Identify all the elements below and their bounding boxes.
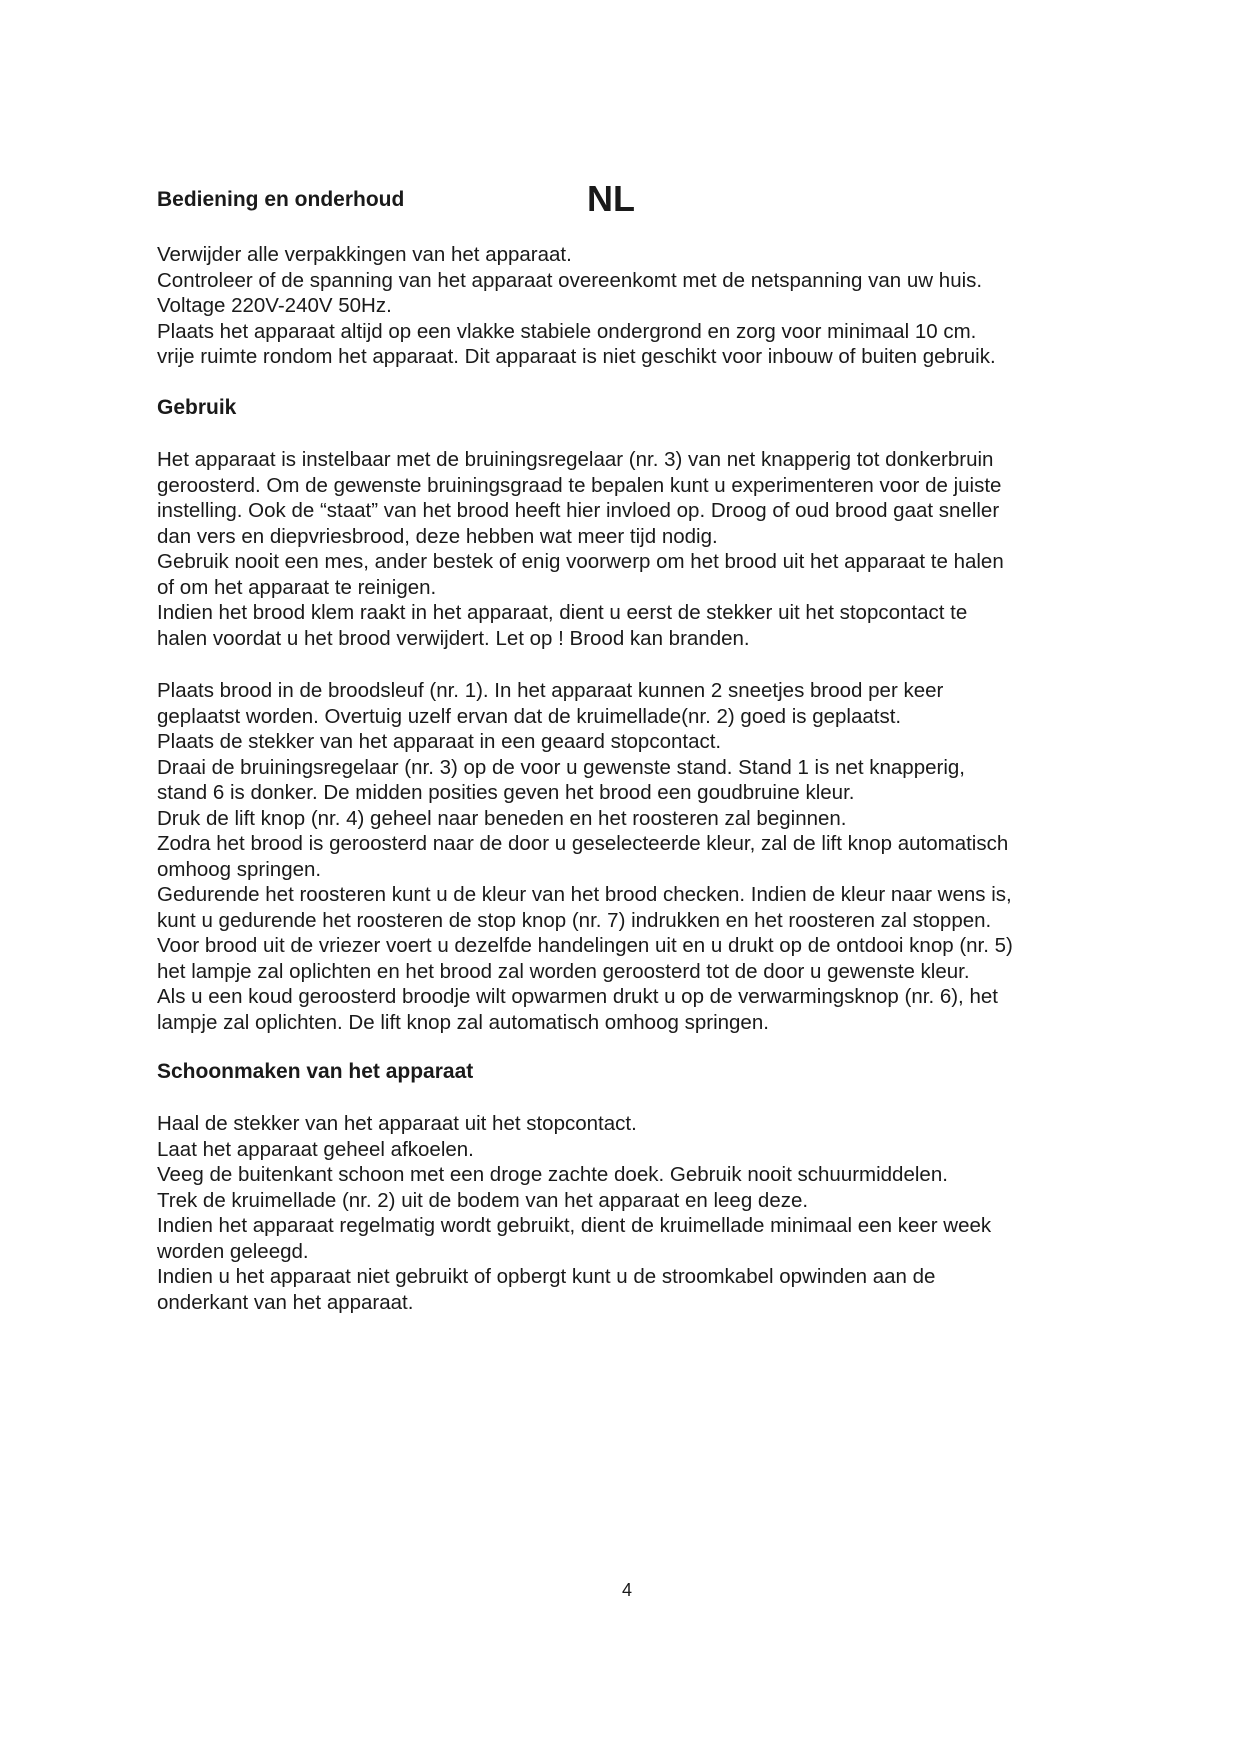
- text-line: Als u een koud geroosterd broodje wilt opwarmen drukt u op de verwarmingsknop (nr. 6), het: [157, 985, 998, 1008]
- intro-line: Voltage 220V-240V 50Hz.: [157, 294, 392, 317]
- text-line: kunt u gedurende het roosteren de stop knop (nr. 7) indrukken en het roosteren zal stoppen.: [157, 908, 992, 932]
- text-line: Gedurende het roosteren kunt u de kleur van het brood checken. Indien de kleur naar wens is,: [157, 883, 1012, 906]
- text-line: Druk de lift knop (nr. 4) geheel naar beneden en het roosteren zal beginnen.: [157, 806, 847, 830]
- text-line: Plaats brood in de broodsleuf (nr. 1). In het apparaat kunnen 2 sneetjes brood per keer: [157, 679, 944, 702]
- gebruik-paragraph-2: [157, 678, 1107, 1035]
- text-line: het lampje zal oplichten en het brood zal worden geroosterd tot de door u gewenste kleur.: [157, 959, 970, 983]
- gebruik-paragraph-1: [157, 447, 1107, 651]
- text-line: Zodra het brood is geroosterd naar de door u geselecteerde kleur, zal de lift knop automatisch: [157, 832, 1009, 855]
- text-line: Draai de bruiningsregelaar (nr. 3) op de voor u gewenste stand. Stand 1 is net knapperig,: [157, 755, 965, 779]
- schoonmaken-paragraph: [157, 1111, 1107, 1315]
- text-line: geroosterd. Om de gewenste bruiningsgraad te bepalen kunt u experimenteren voor de juiste: [157, 473, 1002, 497]
- text-line: Trek de kruimellade (nr. 2) uit de bodem van het apparaat en leeg deze.: [157, 1188, 809, 1212]
- text-line: geplaatst worden. Overtuig uzelf ervan dat de kruimellade(nr. 2) goed is geplaatst.: [157, 704, 902, 728]
- intro-line: vrije ruimte rondom het apparaat. Dit apparaat is niet geschikt voor inbouw of buiten gebruik.: [157, 345, 996, 368]
- intro-line: Controleer of de spanning van het apparaat overeenkomt met de netspanning van uw huis.: [157, 268, 983, 292]
- text-line: Gebruik nooit een mes, ander bestek of enig voorwerp om het brood uit het apparaat te halen: [157, 550, 1004, 573]
- intro-line: Plaats het apparaat altijd op een vlakke stabiele ondergrond en zorg voor minimaal 10 cm.: [157, 319, 977, 343]
- intro-line: Verwijder alle verpakkingen van het apparaat.: [157, 243, 572, 266]
- text-line: onderkant van het apparaat.: [157, 1290, 414, 1314]
- language-code: NL: [587, 178, 635, 219]
- text-line: stand 6 is donker. De midden posities geven het brood een goudbruine kleur.: [157, 781, 855, 804]
- text-line: Plaats de stekker van het apparaat in een geaard stopcontact.: [157, 730, 722, 753]
- page-number: 4: [621, 1580, 632, 1600]
- text-line: omhoog springen.: [157, 857, 322, 881]
- text-line: Voor brood uit de vriezer voert u dezelfde handelingen uit en u drukt op de ontdooi knop (nr. 5): [157, 934, 1013, 957]
- gebruik-heading: Gebruik: [157, 396, 237, 419]
- text-line: Haal de stekker van het apparaat uit het stopcontact.: [157, 1112, 637, 1135]
- text-line: halen voordat u het brood verwijdert. Let op ! Brood kan branden.: [157, 626, 750, 650]
- text-line: Indien u het apparaat niet gebruikt of opbergt kunt u de stroomkabel opwinden aan de: [157, 1265, 936, 1288]
- schoonmaken-heading: Schoonmaken van het apparaat: [157, 1060, 474, 1083]
- text-line: of om het apparaat te reinigen.: [157, 575, 437, 599]
- text-line: worden geleegd.: [157, 1239, 309, 1263]
- text-line: Veeg de buitenkant schoon met een droge zachte doek. Gebruik nooit schuurmiddelen.: [157, 1163, 948, 1186]
- page-title: Bediening en onderhoud: [157, 188, 405, 211]
- text-line: Het apparaat is instelbaar met de bruiningsregelaar (nr. 3) van net knapperig tot donkerbruin: [157, 448, 994, 471]
- text-line: instelling. Ook de “staat” van het brood heeft hier invloed op. Droog of oud brood gaat sneller: [157, 499, 1000, 522]
- intro-block: [157, 242, 1107, 370]
- text-line: Indien het brood klem raakt in het apparaat, dient u eerst de stekker uit het stopcontact te: [157, 601, 968, 624]
- text-line: dan vers en diepvriesbrood, deze hebben wat meer tijd nodig.: [157, 524, 718, 548]
- text-line: Indien het apparaat regelmatig wordt gebruikt, dient de kruimellade minimaal een keer week: [157, 1214, 992, 1237]
- page-header: [157, 178, 1107, 224]
- text-line: lampje zal oplichten. De lift knop zal automatisch omhoog springen.: [157, 1010, 769, 1034]
- text-line: Laat het apparaat geheel afkoelen.: [157, 1137, 474, 1161]
